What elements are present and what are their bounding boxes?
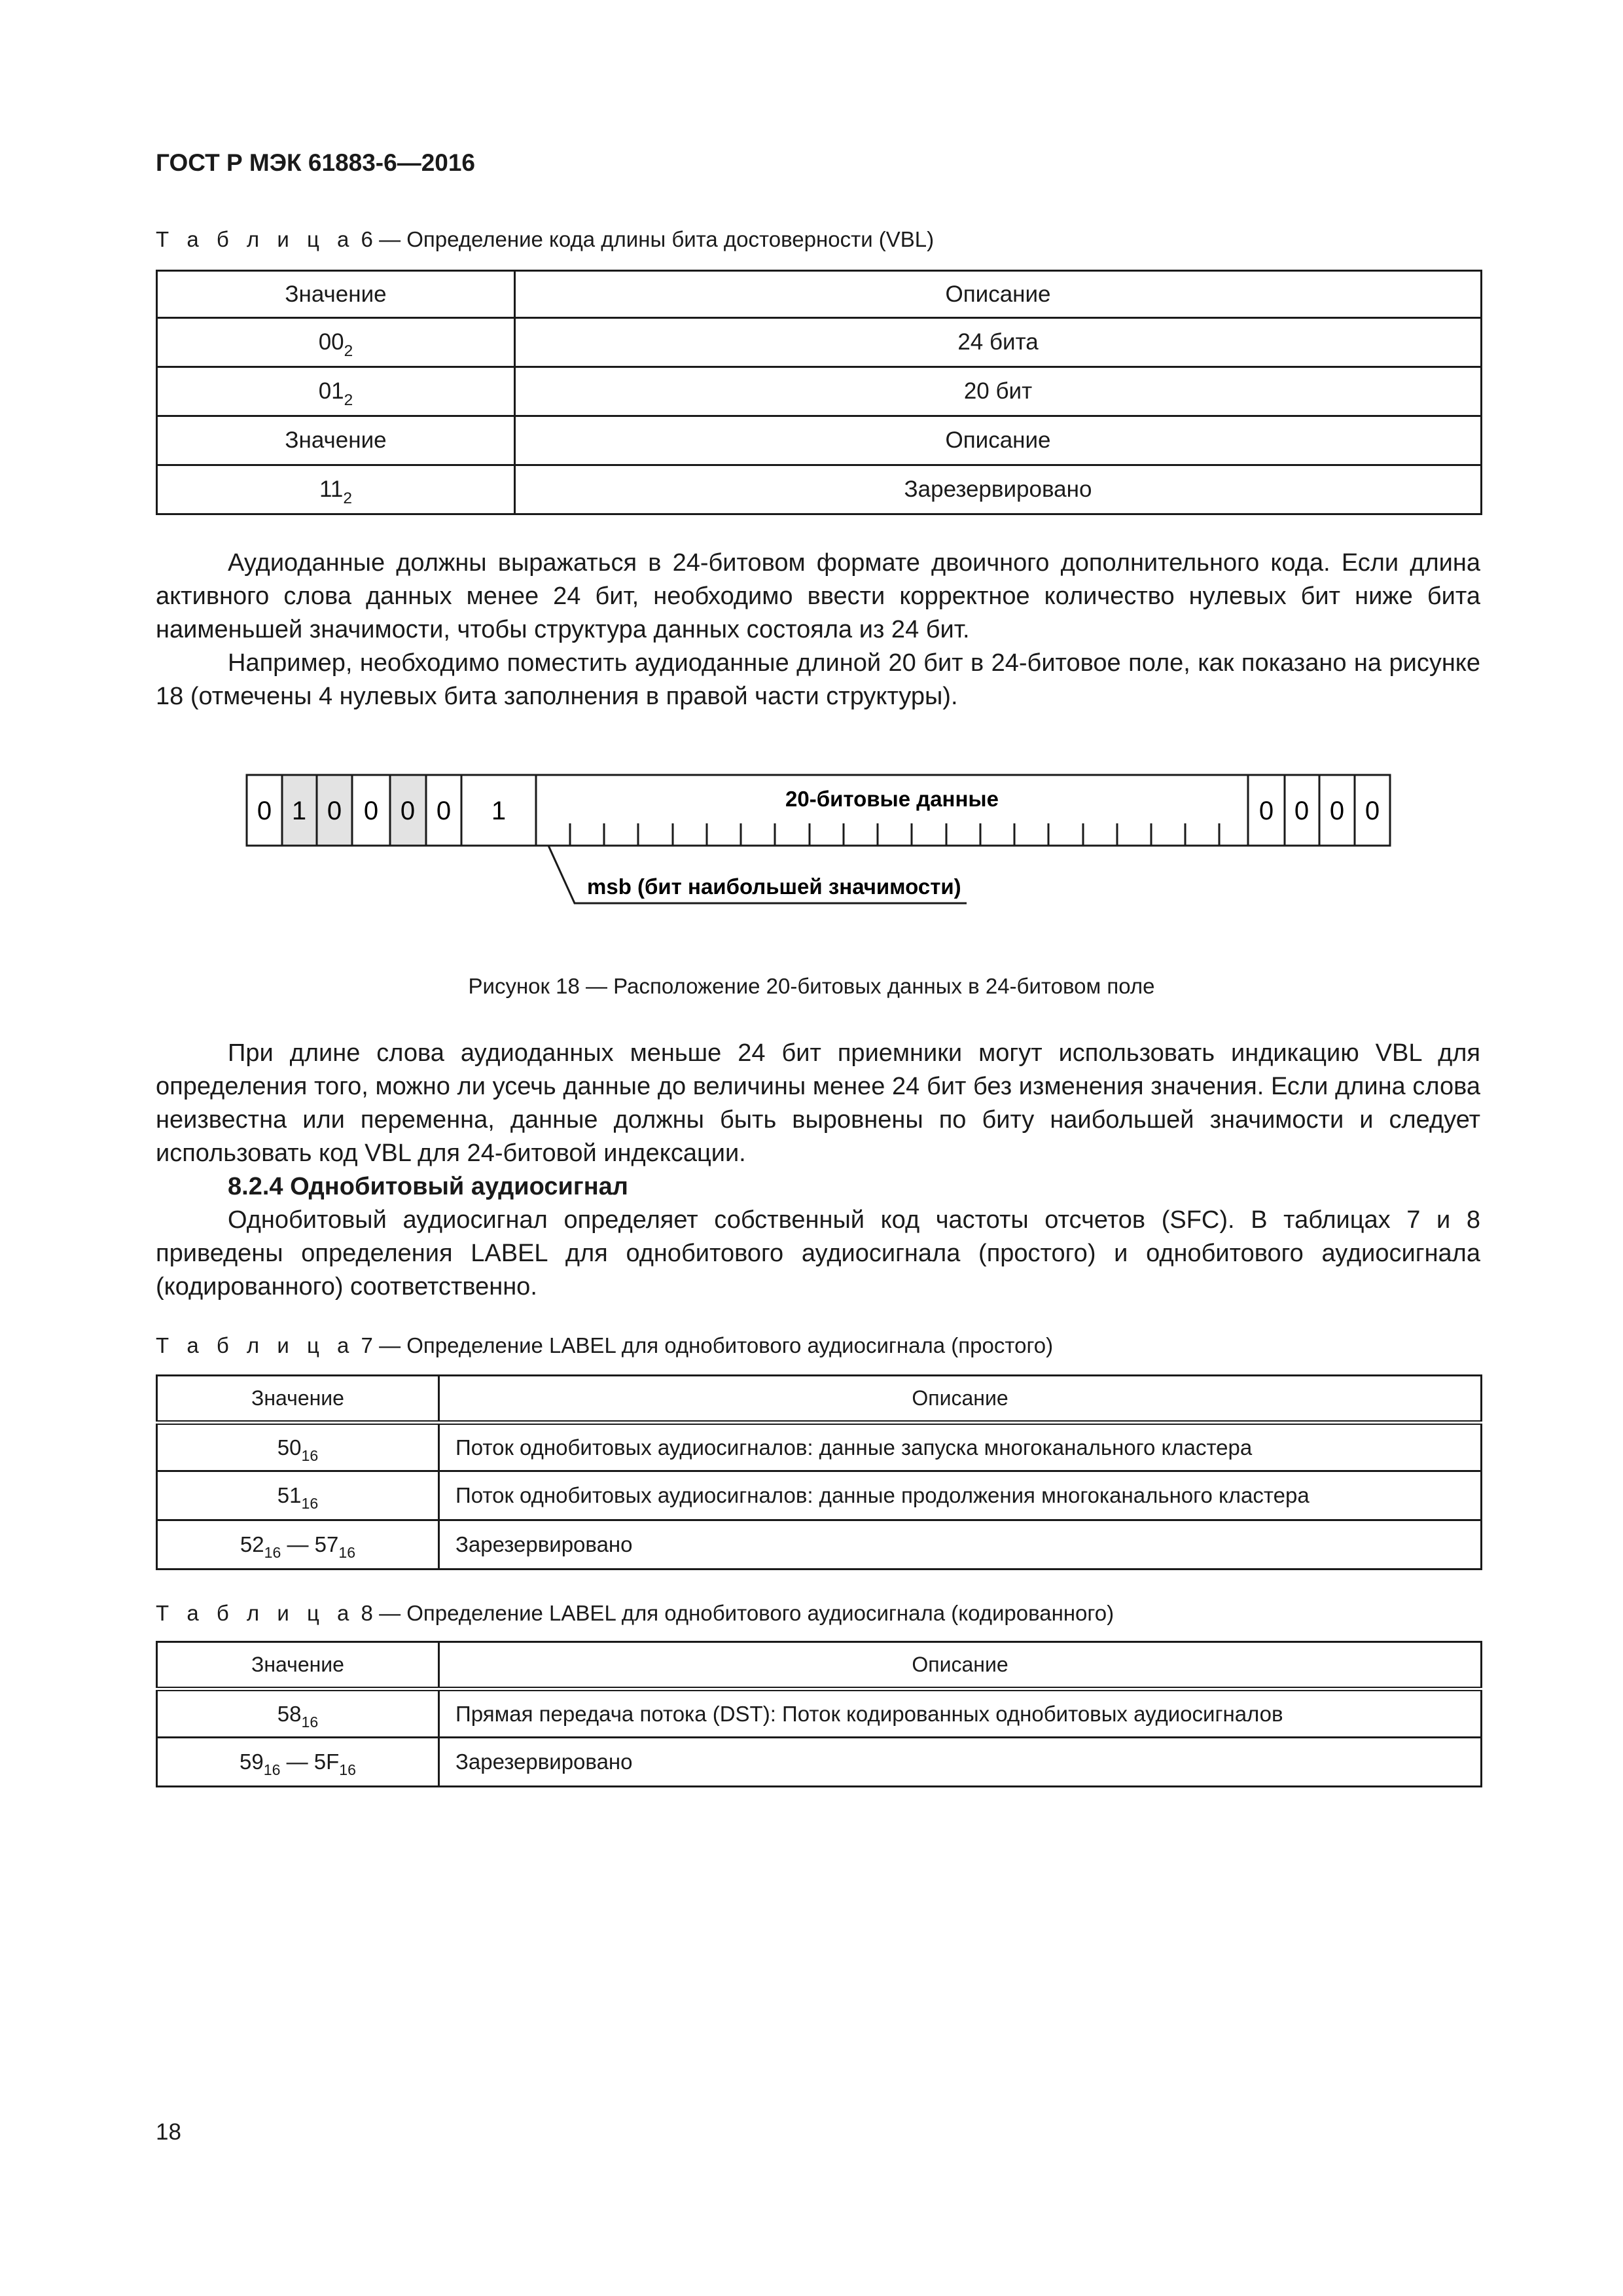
label-bit: 0: [436, 797, 452, 825]
table-row: [157, 367, 1482, 416]
column-header-value: Значение: [157, 1642, 439, 1689]
description-cell: Прямая передача потока (DST): Поток кодированных однобитовых аудиосигналов: [439, 1689, 1482, 1738]
column-header-value: Значение: [157, 271, 515, 318]
table-row: [157, 1423, 1482, 1471]
value-cell: $58_{16}$: [157, 1689, 439, 1738]
column-header-description: Описание: [515, 271, 1482, 318]
label-bit: 0: [363, 797, 379, 825]
value-cell: $52_{16}$ — $57_{16}$: [157, 1520, 439, 1570]
description-cell: Зарезервировано: [515, 465, 1482, 514]
table-header-row: [157, 1376, 1482, 1423]
table-header-row: [157, 271, 1482, 318]
value-cell: $50_{16}$: [157, 1423, 439, 1471]
body-text-2: [156, 1037, 1480, 1304]
table6-caption-text: 6 — Определение кода длины бита достоверности (VBL): [361, 227, 935, 251]
description-cell: Зарезервировано: [439, 1520, 1482, 1570]
figure-18: [245, 766, 1392, 923]
pad-bit: 0: [1364, 797, 1380, 825]
table-row: [157, 1689, 1482, 1738]
paragraph: Аудиоданные должны выражаться в 24-битовом формате двоичного дополнительного кода. Если длина активного слова данных менее 24 бит, необходимо ввести корректное количество нулевых бит ниже бита наименьшей значимости, чтобы структура данных состояла из 24 бит.: [156, 549, 1480, 643]
value-cell: $00_2$: [157, 318, 515, 367]
table6-caption-label: Т а б л и ц а: [156, 227, 355, 251]
description-cell: Зарезервировано: [439, 1738, 1482, 1787]
value-cell: $51_{16}$: [157, 1471, 439, 1520]
section-heading: 8.2.4 Однобитовый аудиосигнал: [228, 1173, 628, 1200]
label-bit: 0: [327, 797, 342, 825]
bit-field-diagram: [245, 766, 1392, 923]
table-row: [157, 1738, 1482, 1787]
column-header-description: Описание: [439, 1376, 1482, 1423]
table6: [156, 270, 1482, 515]
paragraph: Однобитовый аудиосигнал определяет собственный код частоты отсчетов (SFC). В таблицах 7 и 8 приведены определения LABEL для однобитового аудиосигнала (простого) и однобитового аудиосигнала (кодированного) соответственно.: [156, 1206, 1480, 1300]
body-text-1: [156, 547, 1480, 713]
value-cell: Значение: [157, 416, 515, 465]
table-row: [157, 1471, 1482, 1520]
value-cell: $11_2$: [157, 465, 515, 514]
page-number: 18: [156, 2119, 181, 2145]
table8-caption-text: 8 — Определение LABEL для однобитового аудиосигнала (кодированного): [361, 1601, 1115, 1625]
pad-bit: 0: [1294, 797, 1310, 825]
table-row: [157, 318, 1482, 367]
table-row: [157, 416, 1482, 465]
data-field-label: 20-битовые данные: [785, 787, 999, 811]
label-bit: 0: [257, 797, 272, 825]
description-cell: 24 бита: [515, 318, 1482, 367]
table7: [156, 1374, 1482, 1570]
table-row: [157, 465, 1482, 514]
table-header-row: [157, 1642, 1482, 1689]
pad-bit: 0: [1258, 797, 1274, 825]
description-cell: 20 бит: [515, 367, 1482, 416]
table7-caption: [156, 1333, 1053, 1358]
table8-caption-label: Т а б л и ц а: [156, 1601, 355, 1625]
value-cell: $01_2$: [157, 367, 515, 416]
column-header-description: Описание: [439, 1642, 1482, 1689]
label-bit: 1: [291, 797, 307, 825]
label-bit: 0: [400, 797, 416, 825]
table8-caption: [156, 1601, 1114, 1626]
value-cell: $59_{16}$ — $5F_{16}$: [157, 1738, 439, 1787]
table8: [156, 1641, 1482, 1787]
description-cell: Описание: [515, 416, 1482, 465]
msb-label: msb (бит наибольшей значимости): [587, 874, 961, 899]
pad-bit: 0: [1329, 797, 1345, 825]
label-bit: 1: [491, 797, 507, 825]
table7-caption-label: Т а б л и ц а: [156, 1333, 355, 1357]
paragraph: Например, необходимо поместить аудиоданные длиной 20 бит в 24-битовое поле, как показано на рисунке 18 (отмечены 4 нулевых бита заполнения в правой части структуры).: [156, 649, 1480, 710]
document-header: ГОСТ Р МЭК 61883-6—2016: [156, 149, 476, 176]
table7-caption-text: 7 — Определение LABEL для однобитового аудиосигнала (простого): [361, 1333, 1054, 1357]
figure-18-caption: Рисунок 18 — Расположение 20-битовых данных в 24-битовом поле: [468, 974, 1155, 998]
table-row: [157, 1520, 1482, 1570]
table6-caption: [156, 227, 934, 252]
description-cell: Поток однобитовых аудиосигналов: данные продолжения многоканального кластера: [439, 1471, 1482, 1520]
column-header-value: Значение: [157, 1376, 439, 1423]
paragraph: При длине слова аудиоданных меньше 24 бит приемники могут использовать индикацию VBL для определения того, можно ли усечь данные до величины менее 24 бит без изменения значения. Если длина слова неизвестна или переменна, данные должны быть выровнены по биту наибольшей значимости и следует использовать код VBL для 24-битовой индексации.: [156, 1039, 1480, 1167]
data-bit-ticks: [570, 823, 1219, 846]
description-cell: Поток однобитовых аудиосигналов: данные запуска многоканального кластера: [439, 1423, 1482, 1471]
